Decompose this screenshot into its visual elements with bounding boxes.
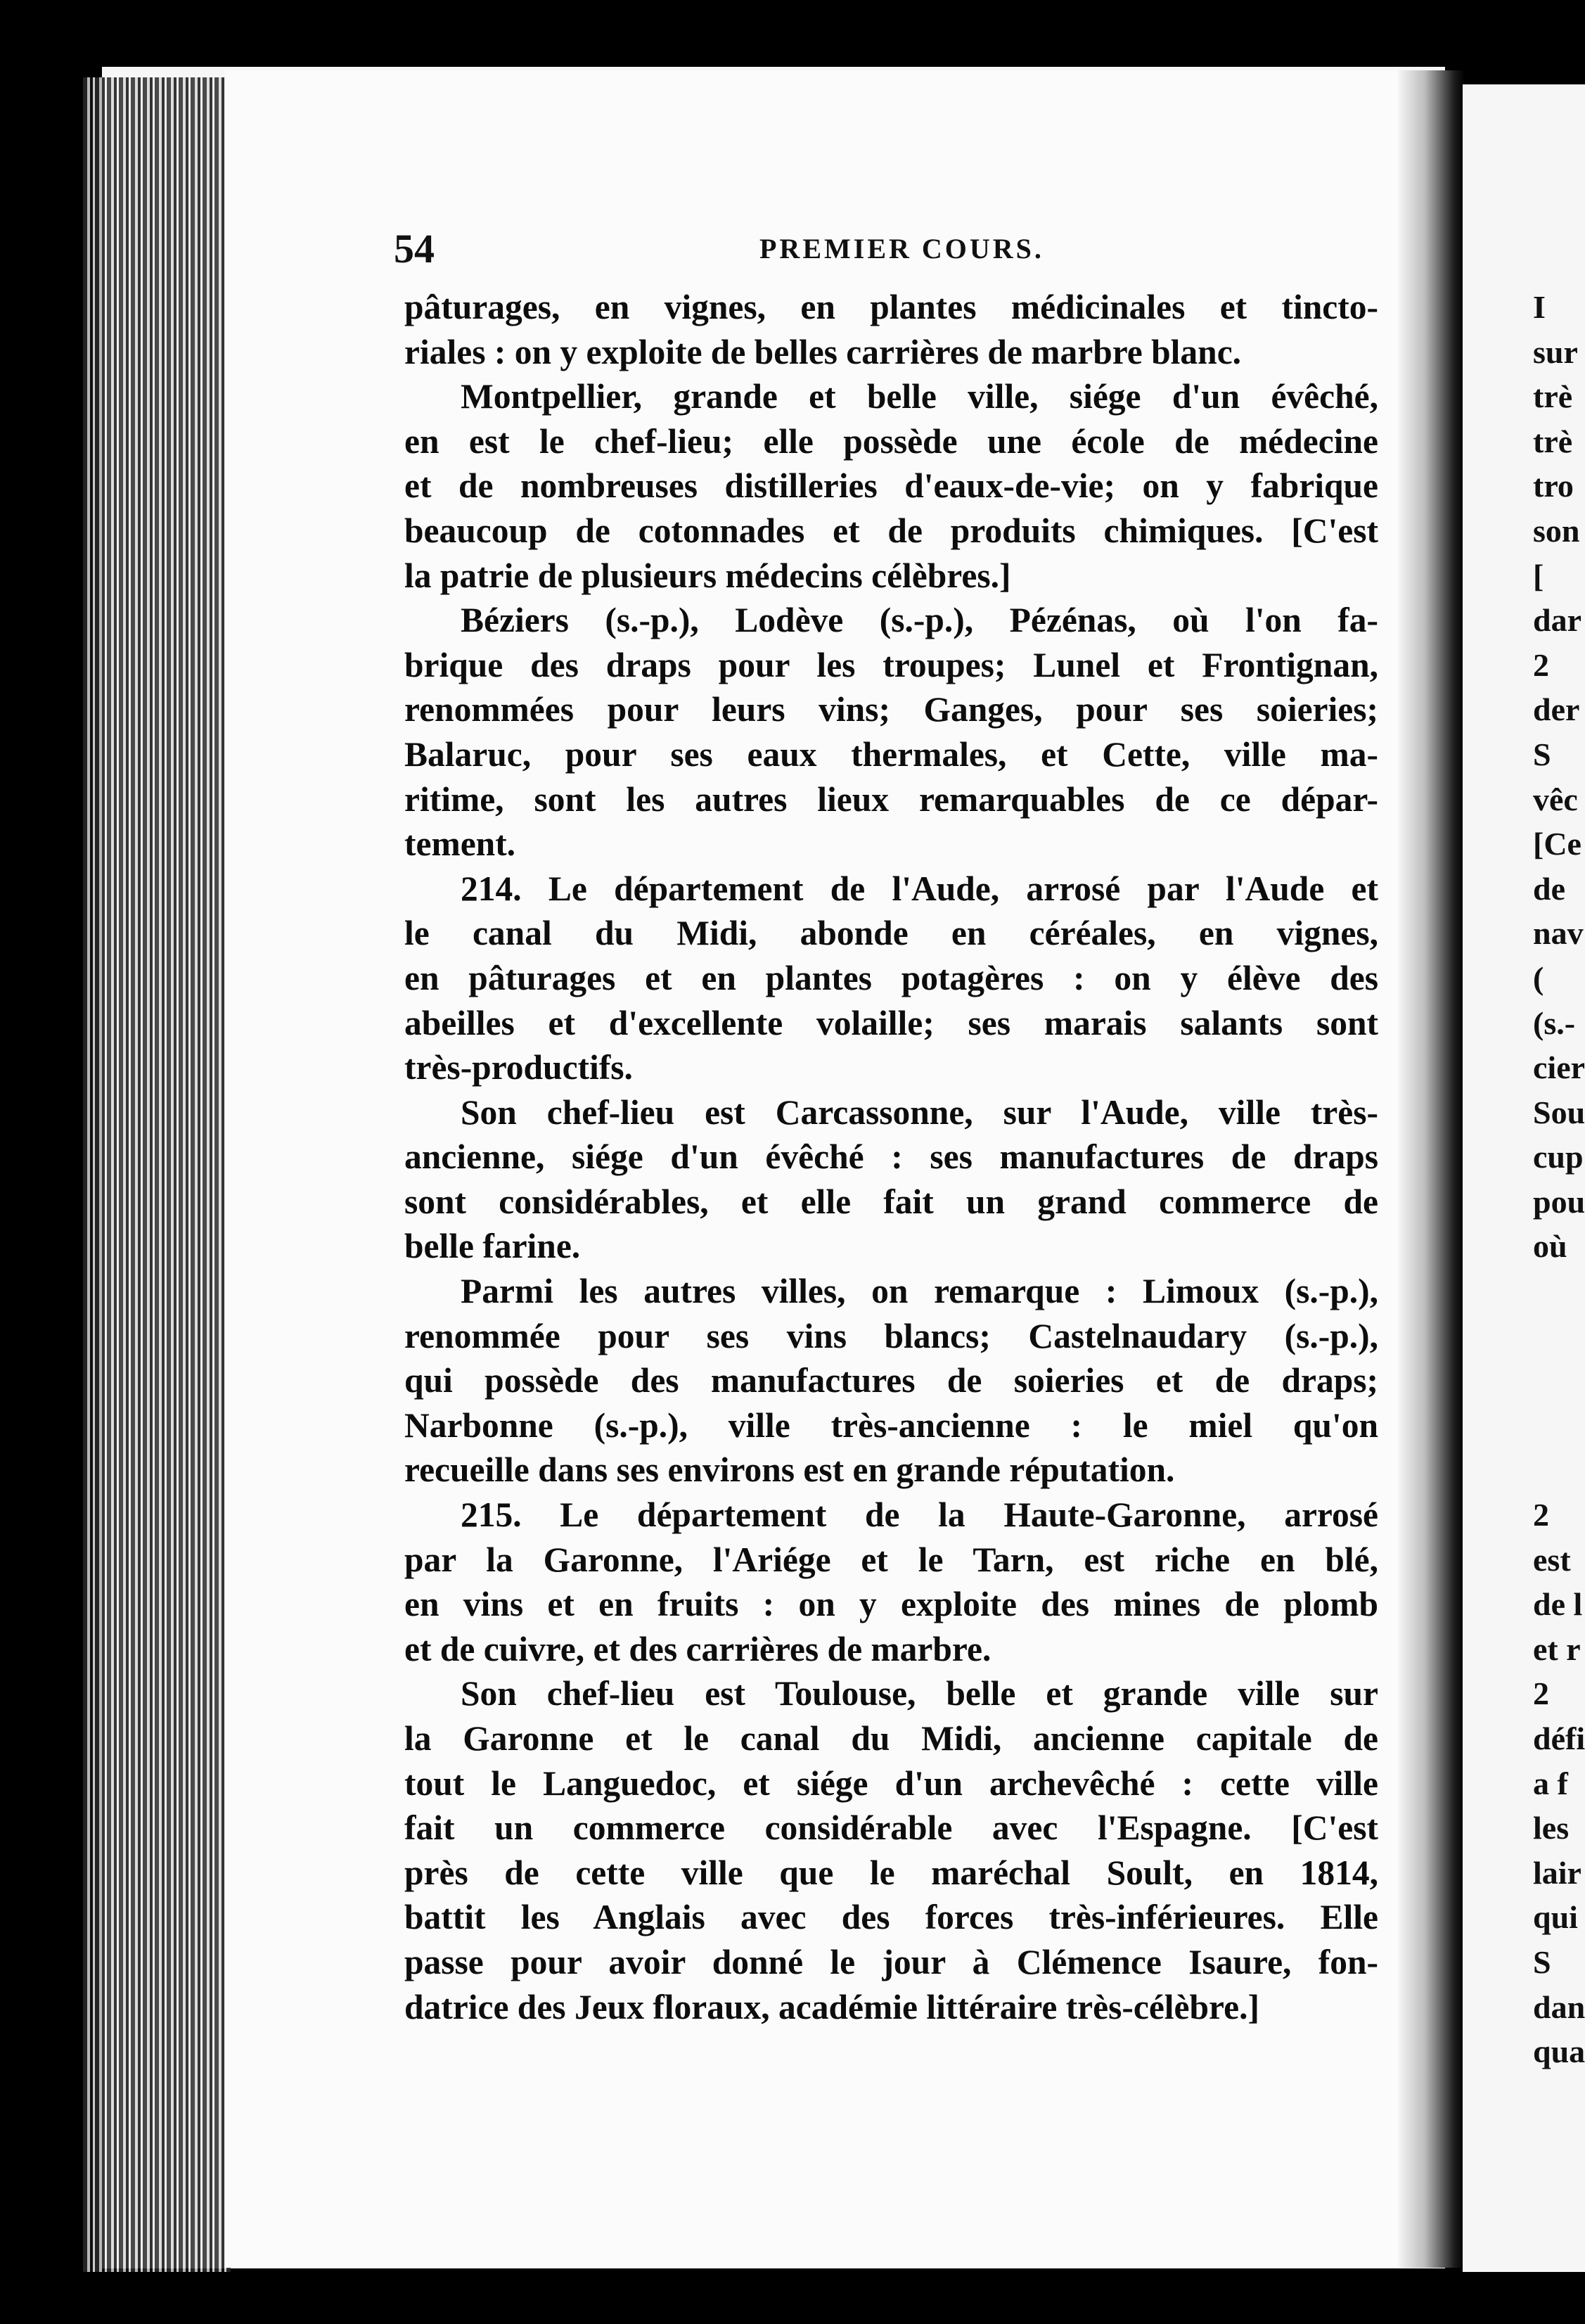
paragraph (404, 419, 1378, 598)
text-line: battit les Anglais avec des forces très-inférieures. Elle (404, 1898, 1378, 1937)
fragment-line: der (1533, 691, 1580, 728)
fragment-line: trè (1533, 423, 1573, 459)
text-line: beaucoup de cotonnades et de produits chimiques. [C'est (404, 511, 1378, 550)
paragraph (404, 1269, 1378, 1314)
text-line: 215. Le département de la Haute-Garonne, arrosé (461, 1495, 1378, 1535)
text-line: abeilles et d'excellente volaille; ses marais salants sont (404, 1003, 1378, 1042)
fragment-line: nav (1533, 915, 1584, 952)
fragment-line: cier (1533, 1049, 1585, 1086)
text-line: par la Garonne, l'Ariége et le Tarn, est riche en blé, (404, 1540, 1378, 1579)
text-line: tout le Languedoc, et siége d'un archevêché : cette ville (404, 1763, 1378, 1803)
text-line: brique des draps pour les troupes; Lunel et Frontignan, (404, 645, 1378, 684)
text-line: et de nombreuses distilleries d'eaux-de-vie; on y fabrique (404, 466, 1378, 506)
paragraph (404, 598, 1378, 643)
fragment-line (1533, 1269, 1585, 1314)
text-line: datrice des Jeux floraux, académie littéraire très-célèbre.] (404, 1987, 1259, 2026)
fragment-line: défi (1533, 1720, 1585, 1756)
text-line: qui possède des manufactures de soieries et de draps; (404, 1361, 1378, 1400)
fragment-line: I (1533, 289, 1546, 325)
text-line: sont considérables, et elle fait un grand commerce de (404, 1182, 1378, 1221)
text-line: en vins et en fruits : on y exploite des mines de plomb (404, 1585, 1378, 1624)
fragment-line: [Ce (1533, 826, 1581, 862)
next-page-text-fragments (1533, 285, 1585, 2074)
text-line: en pâturages et en plantes potagères : on y élève des (404, 958, 1378, 997)
text-line: Son chef-lieu est Toulouse, belle et grande ville sur (461, 1674, 1378, 1713)
fragment-line: a f (1533, 1765, 1568, 1801)
fragment-line: vêc (1533, 781, 1578, 817)
fragment-line: S (1533, 1943, 1551, 1980)
paragraph (404, 1671, 1378, 1716)
paragraph (404, 911, 1378, 1090)
fragment-line: de l (1533, 1586, 1583, 1623)
fragment-line: où (1533, 1228, 1567, 1265)
text-line: Béziers (s.-p.), Lodève (s.-p.), Pézénas, où l'on fa- (461, 601, 1378, 640)
text-line: fait un commerce considérable avec l'Espagne. [C'est (404, 1808, 1378, 1848)
text-line: tement. (404, 824, 516, 864)
text-line: recueille dans ses environs est en grande réputation. (404, 1450, 1175, 1490)
text-line: le canal du Midi, abonde en céréales, en vignes, (404, 914, 1378, 953)
page-text (404, 285, 1378, 2029)
text-line: Balaruc, pour ses eaux thermales, et Cette, ville ma- (404, 734, 1378, 774)
fragment-line (1533, 1314, 1585, 1359)
text-line: Son chef-lieu est Carcassonne, sur l'Aude, ville très- (461, 1092, 1378, 1132)
fragment-line: son (1533, 512, 1580, 549)
paragraph (404, 1538, 1378, 1672)
text-line: Parmi les autres villes, on remarque : Limoux (s.-p.), (461, 1272, 1378, 1311)
fragment-line (1533, 1448, 1585, 1493)
fragment-line: qui (1533, 1899, 1578, 1936)
paragraph (404, 1493, 1378, 1538)
running-head: PREMIER COURS. (759, 233, 1044, 264)
text-line: Narbonne (s.-p.), ville très-ancienne : le miel qu'on (404, 1405, 1378, 1445)
paragraph (404, 1135, 1378, 1269)
text-line: riales : on y exploite de belles carrières de marbre blanc. (404, 332, 1242, 371)
text-line: ritime, sont les autres lieux remarquables de ce dépar- (404, 779, 1378, 819)
page-number: 54 (394, 226, 435, 272)
text-line: très-productifs. (404, 1048, 633, 1087)
paragraph (404, 1716, 1378, 2029)
text-line: en est le chef-lieu; elle possède une école de médecine (404, 421, 1378, 461)
fragment-line (1533, 1403, 1585, 1448)
fragment-line (1533, 1358, 1585, 1403)
fragment-line: 2 (1533, 1675, 1549, 1712)
fragment-line: ( (1533, 959, 1544, 996)
text-line: renommées pour leurs vins; Ganges, pour ses soieries; (404, 690, 1378, 729)
text-line: renommée pour ses vins blancs; Castelnaudary (s.-p.), (404, 1316, 1378, 1355)
text-line: la patrie de plusieurs médecins célèbres.] (404, 556, 1011, 595)
fragment-line: lair (1533, 1854, 1581, 1891)
fragment-line: dan (1533, 1988, 1585, 2025)
fragment-line: dar (1533, 602, 1581, 639)
fragment-line: est (1533, 1541, 1571, 1578)
text-line: 214. Le département de l'Aude, arrosé par l'Aude et (461, 869, 1378, 908)
fragment-line: 2 (1533, 1497, 1549, 1533)
text-line: ancienne, siége d'un évêché : ses manufactures de draps (404, 1137, 1378, 1177)
paragraph (404, 1314, 1378, 1493)
page-header (394, 225, 1406, 281)
fragment-line: qua (1533, 2034, 1585, 2070)
paragraph (404, 285, 1378, 374)
fragment-line: S (1533, 736, 1551, 772)
fragment-line: Sou (1533, 1094, 1585, 1130)
fragment-line: tro (1533, 468, 1574, 504)
fragment-line: (s.- (1533, 1004, 1576, 1041)
text-line: la Garonne et le canal du Midi, ancienne capitale de (404, 1719, 1378, 1758)
text-line: près de cette ville que le maréchal Soult, en 1814, (404, 1853, 1378, 1892)
fragment-line: et r (1533, 1630, 1581, 1667)
fragment-line: 2 (1533, 646, 1549, 683)
fragment-line: cup (1533, 1139, 1584, 1175)
paragraph (404, 374, 1378, 419)
text-line: passe pour avoir donné le jour à Clémence Isaure, fon- (404, 1942, 1378, 1981)
fragment-line: les (1533, 1810, 1570, 1846)
fragment-line: [ (1533, 557, 1544, 594)
page-edges (83, 77, 231, 2272)
text-line: et de cuivre, et des carrières de marbre. (404, 1629, 992, 1668)
book-gutter (1398, 70, 1465, 2268)
fragment-line: pou (1533, 1183, 1585, 1220)
fragment-line: de (1533, 870, 1565, 907)
fragment-line: sur (1533, 333, 1578, 370)
fragment-line: trè (1533, 378, 1573, 415)
paragraph (404, 1090, 1378, 1135)
text-line: pâturages, en vignes, en plantes médicinales et tincto- (404, 288, 1378, 326)
text-line: belle farine. (404, 1227, 581, 1266)
paragraph (404, 643, 1378, 867)
text-line: Montpellier, grande et belle ville, siége d'un évêché, (461, 377, 1378, 416)
paragraph (404, 867, 1378, 912)
